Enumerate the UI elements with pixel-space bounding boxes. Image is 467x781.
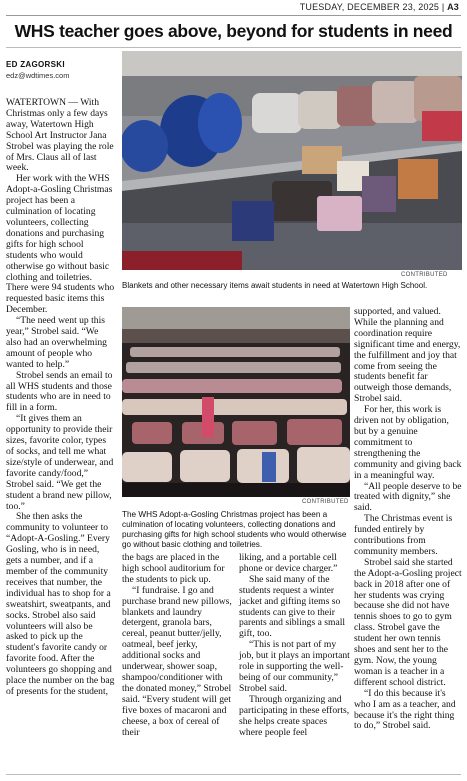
article-column-4 (354, 307, 462, 732)
paragraph: supported, and valued. While the planning and coordination require significant time and energy, the fulfillment and joy that come from seeing the students benefit far outweigh those demands, Strobel said. (354, 306, 461, 405)
author-email[interactable]: edz@wdtimes.com (6, 71, 70, 80)
paragraph: Through organizing and participating in these efforts, she helps create spaces where people feel (239, 693, 350, 738)
footer-rule (6, 774, 461, 775)
paragraph: “The need went up this year,” Strobel said. “We also had an overwhelming amount of people who wanted to help.” (6, 315, 107, 370)
paragraph: The Christmas event is funded entirely by contributions from community members. (354, 513, 453, 557)
article-column-2 (122, 553, 234, 738)
photo-blankets-storage (122, 51, 462, 270)
header-rule (6, 15, 461, 16)
page-header (300, 2, 459, 12)
paragraph: Strobel said she started the Adopt-a-Gosling project back in 2018 after one of her students was crying because she did not have tennis shoes to go to gym class. Strobel gave the student her own tennis shoes and sent her to the gym. Now, the young woman is a teacher in a different school district. (354, 556, 462, 688)
paragraph: Strobel sends an email to all WHS students and those students who are in need to fill in a form. (6, 369, 113, 414)
photo-auditorium-gifts-image (122, 307, 350, 497)
paragraph: the bags are placed in the high school auditorium for the students to pick up. (122, 552, 225, 585)
byline: ED ZAGORSKI (6, 60, 65, 69)
article-column-3 (239, 553, 351, 738)
photo2-caption: The WHS Adopt-a-Gosling Christmas project has been a culmination of locating volunteers, collecting donations and purchasing gifts for high school students who would otherwise go without basic clothing and toiletries. (122, 510, 347, 549)
paragraph: Her work with the WHS Adopt-a-Gosling Christmas project has been a culmination of locating volunteers, collecting donations and purchasing gifts for high school students who would otherwise go without basic clothing and toiletries. There were 94 students who requested basic items this December. (6, 173, 115, 316)
paragraph: She said many of the students request a winter jacket and gifting items so students can give to their parents and siblings a small gift, too. (239, 573, 346, 640)
paragraph: “I fundraise. I go and purchase brand new pillows, blankets and laundry detergent, granola bars, cereal, peanut butter/jelly, oatmeal, beef jerky, additional socks and underwear, shower soap, shampoo/conditioner with the donated money,” Strobel said. “Every student will get five boxes of macaroni and cheese, a box of cereal of their (122, 584, 232, 738)
headline: WHS teacher goes above, beyond for students in need (14, 21, 453, 41)
header-separator: | (441, 2, 445, 12)
paragraph: She then asks the community to volunteer to “Adopt-A-Gosling.” Every Gosling, who is in need, gets a number, and if a member of the community receives that number, the individual has to shop for a sweatshirt, sweatpants, and socks. Strobel also said volunteers will also be asked to pick up the student's favorite candy or favorite food. After the volunteers go shopping and place the number on the bag of presents for the student, (6, 511, 115, 697)
paragraph: “I do this because it's who I am as a teacher, and because it's the right thing to do,” Strobel said. (354, 687, 456, 732)
paragraph: For her, this work is driven not by obligation, but by a genuine commitment to strengthening the community and giving back in a meaningful way. (354, 404, 462, 481)
photo1-caption: Blankets and other necessary items await students in need at Watertown High School. (122, 281, 428, 290)
page-number: A3 (447, 2, 459, 12)
paragraph: liking, and a portable cell phone or device charger.” (239, 552, 338, 574)
headline-rule (6, 47, 461, 48)
photo-auditorium-gifts (122, 307, 350, 497)
paragraph: “It gives them an opportunity to provide their sizes, favorite color, types of socks, and tell me what size/style of underwear, and favorite candy/food,” Strobel said. “We get the student a brand new pillow, too.” (6, 413, 114, 512)
paragraph: “This is not part of my job, but it plays an important role in supporting the well-being of our community,” Strobel said. (239, 639, 350, 694)
photo-blankets-storage-image (122, 51, 462, 270)
photo1-credit: CONTRIBUTED (401, 272, 448, 278)
paragraph: “All people deserve to be treated with dignity,” she said. (354, 480, 462, 514)
edition-date: TUESDAY, DECEMBER 23, 2025 (299, 2, 440, 12)
paragraph: WATERTOWN — With Christmas only a few days away, Watertown High School Art Instructor Jana Strobel was playing the role of Mrs. Claus all of last week. (6, 97, 114, 174)
article-column-1 (6, 98, 116, 698)
photo2-credit: CONTRIBUTED (302, 499, 349, 505)
